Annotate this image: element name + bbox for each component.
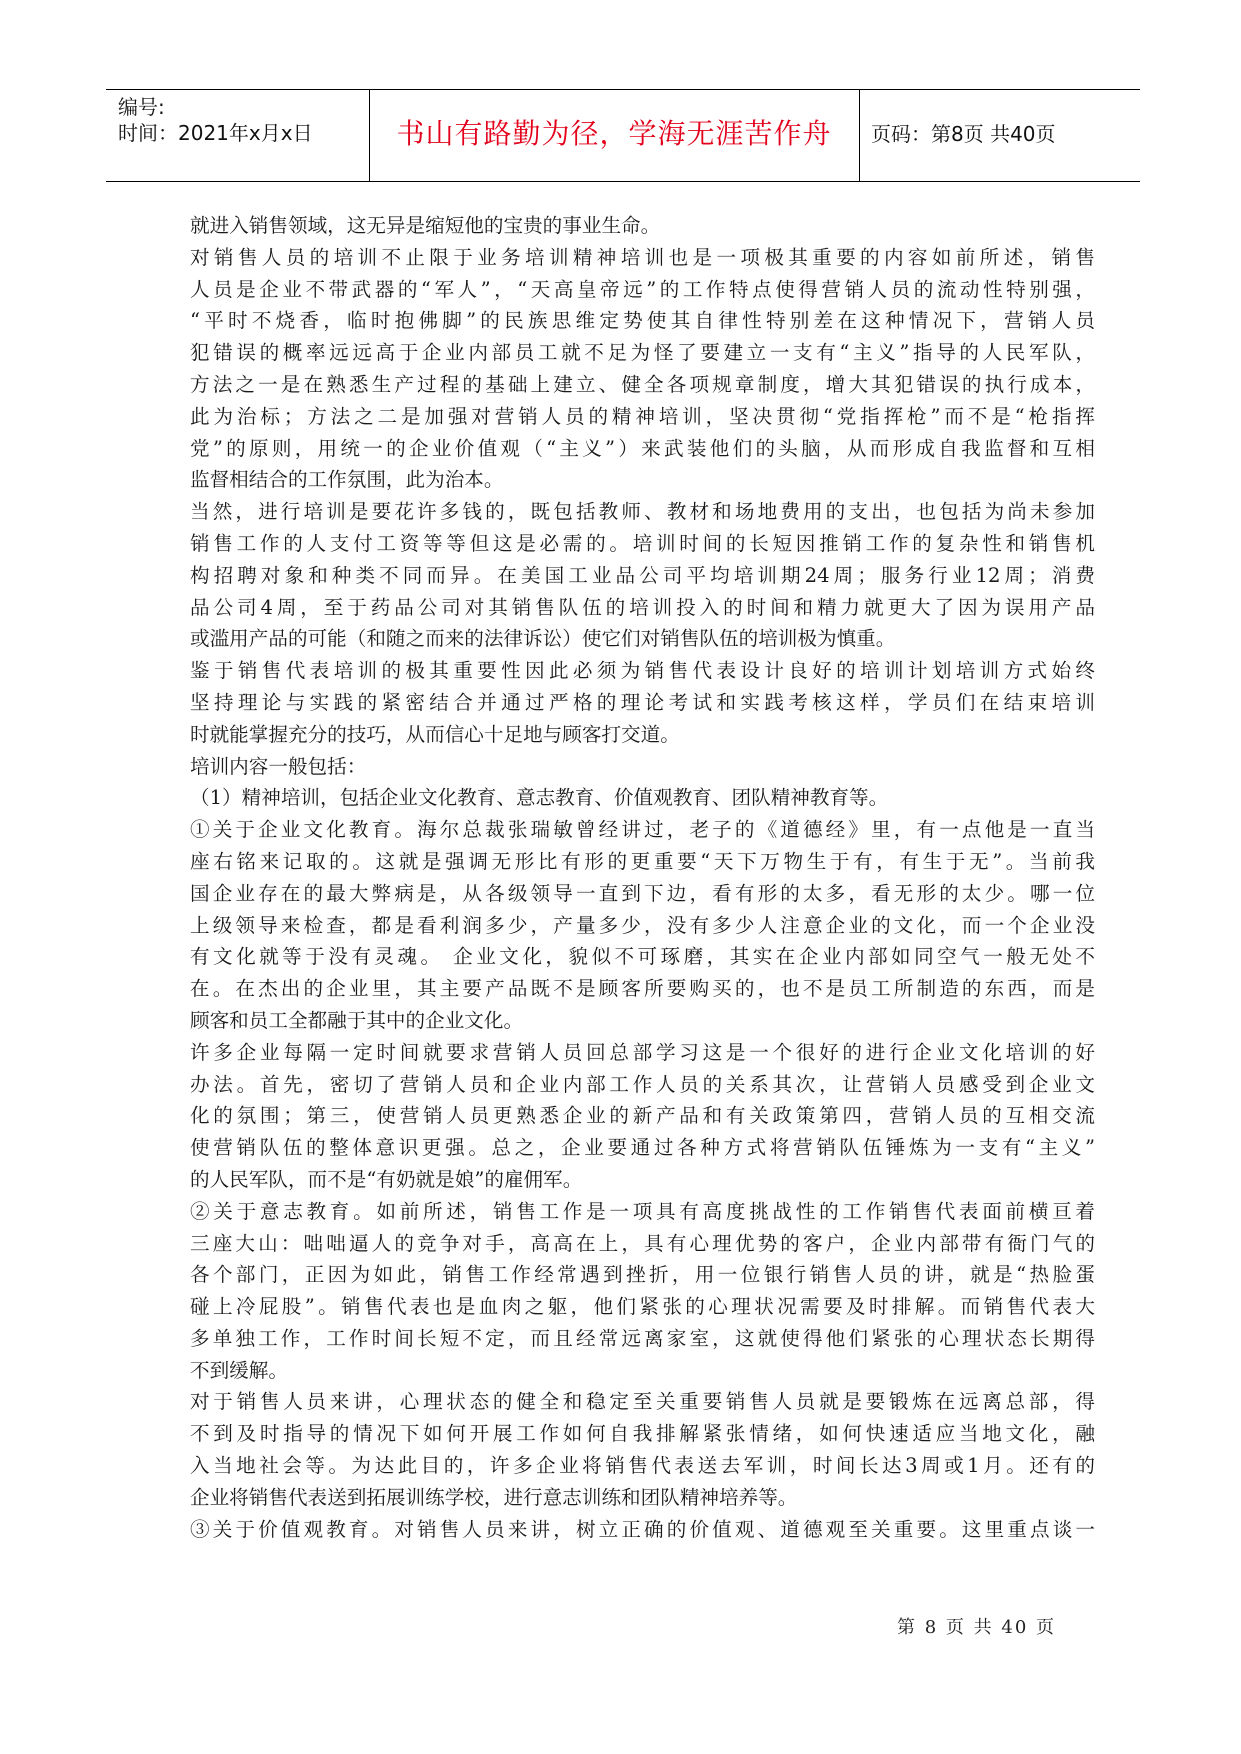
text-line: 在。在杰出的企业里，其主要产品既不是顾客所要购买的，也不是员工所制造的东西，而是 [190,977,1095,1001]
text-line: 国企业存在的最大弊病是，从各级领导一直到下边，看有形的太多，看无形的太少。哪一位 [190,881,1095,905]
text-line: 当然，进行培训是要花许多钱的，既包括教师、教材和场地费用的支出，也包括为尚未参加 [190,500,1095,524]
text-line: 此为治标；方法之二是加强对营销人员的精神培训，坚决贯彻“党指挥枪”而不是“枪指挥 [190,404,1095,428]
text-line: 多单独工作，工作时间长短不定，而且经常远离家室，这就使得他们紧张的心理状态长期得 [190,1326,1095,1350]
text-line: 就进入销售领域，这无异是缩短他的宝贵的事业生命。 [190,214,661,237]
text-line: 对销售人员的培训不止限于业务培训精神培训也是一项极其重要的内容如前所述，销售 [190,245,1095,269]
text-line: 入当地社会等。为达此目的，许多企业将销售代表送去军训，时间长达3周或1月。还有的 [190,1454,1095,1478]
text-line: 企业将销售代表送到拓展训练学校，进行意志训练和团队精神培养等。 [190,1485,798,1509]
text-line: 销售工作的人支付工资等等但这是必需的。培训时间的长短因推销工作的复杂性和销售机 [190,531,1095,555]
text-line: 时就能掌握充分的技巧，从而信心十足地与顾客打交道。 [190,722,680,746]
text-line: 构招聘对象和种类不同而异。在美国工业品公司平均培训期24周；服务行业12周；消费 [190,563,1095,587]
text-line: 或滥用产品的可能（和随之而来的法律诉讼）使它们对销售队伍的培训极为慎重。 [190,627,896,651]
text-line: 许多企业每隔一定时间就要求营销人员回总部学习这是一个很好的进行企业文化培训的好 [190,1040,1095,1064]
page-header [106,89,1140,182]
document-time-label: 时间：2021年x月x日 [118,121,313,145]
text-line: 不到缓解。 [190,1358,288,1382]
text-line: 犯错误的概率远远高于企业内部员工就不足为怪了要建立一支有“主义”指导的人民军队， [190,341,1095,365]
text-line: 三座大山：咄咄逼人的竞争对手，高高在上，具有心理优势的客户，企业内部带有衙门气的 [190,1231,1095,1255]
text-line: ①关于企业文化教育。海尔总裁张瑞敏曾经讲过，老子的《道德经》里，有一点他是一直当 [190,818,1095,842]
text-line: 党”的原则，用统一的企业价值观（“主义”）来武装他们的头脑，从而形成自我监督和互相 [190,436,1095,460]
header-page-code: 页码：第8页 共40页 [871,122,1056,146]
document-number-label: 编号: [118,95,165,119]
text-line: 碰上冷屁股”。销售代表也是血肉之躯，他们紧张的心理状况需要及时排解。而销售代表大 [190,1295,1095,1319]
text-line: 方法之一是在熟悉生产过程的基础上建立、健全各项规章制度，增大其犯错误的执行成本， [190,372,1095,396]
text-line: “平时不烧香，临时抱佛脚”的民族思维定势使其自律性特别差在这种情况下，营销人员 [190,309,1095,333]
text-line: 人员是企业不带武器的“军人”，“天高皇帝远”的工作特点使得营销人员的流动性特别强， [190,277,1095,301]
text-line: 座右铭来记取的。这就是强调无形比有形的更重要“天下万物生于有，有生于无”。当前我 [190,849,1095,873]
text-line: 不到及时指导的情况下如何开展工作如何自我排解紧张情绪，如何快速适应当地文化，融 [190,1422,1095,1446]
header-motto: 书山有路勤为径，学海无涯苦作舟 [396,117,832,150]
text-line: 品公司4周，至于药品公司对其销售队伍的培训投入的时间和精力就更大了因为误用产品 [190,595,1095,619]
text-line: 对于销售人员来讲，心理状态的健全和稳定至关重要销售人员就是要锻炼在远离总部，得 [190,1390,1095,1414]
text-line: 有文化就等于没有灵魂。 企业文化，貌似不可琢磨，其实在企业内部如同空气一般无处不 [190,945,1095,969]
text-line: 顾客和员工全都融于其中的企业文化。 [190,1008,524,1032]
text-line: 鉴于销售代表培训的极其重要性因此必须为销售代表设计良好的培训计划培训方式始终 [190,659,1095,683]
text-line: 各个部门，正因为如此，销售工作经常遇到挫折，用一位银行销售人员的讲，就是“热脸蛋 [190,1263,1095,1287]
text-line: 坚持理论与实践的紧密结合并通过严格的理论考试和实践考核这样，学员们在结束培训 [190,690,1095,714]
text-line: ③关于价值观教育。对销售人员来讲，树立正确的价值观、道德观至关重要。这里重点谈一 [190,1517,1095,1541]
header-info-cell [106,90,370,181]
text-line: 监督相结合的工作氛围，此为治本。 [190,468,504,492]
text-line: 使营销队伍的整体意识更强。总之，企业要通过各种方式将营销队伍锤炼为一支有“主义” [190,1136,1095,1160]
text-line: ②关于意志教育。如前所述，销售工作是一项具有高度挑战性的工作销售代表面前横亘着 [190,1199,1095,1223]
page-footer: 第 8 页 共 40 页 [897,1617,1056,1638]
text-line: 上级领导来检查，都是看利润多少，产量多少，没有多少人注意企业的文化，而一个企业没 [190,913,1095,937]
header-motto-cell [369,90,860,181]
text-line: 化的氛围；第三，使营销人员更熟悉企业的新产品和有关政策第四，营销人员的互相交流 [190,1104,1095,1128]
text-line: 培训内容一般包括： [190,754,367,778]
header-page-cell [859,90,1140,181]
text-line: 的人民军队，而不是“有奶就是娘”的雇佣军。 [190,1167,583,1191]
text-line: 办法。首先，密切了营销人员和企业内部工作人员的关系其次，让营销人员感受到企业文 [190,1072,1095,1096]
body-text [190,210,1095,1545]
text-line: （1）精神培训，包括企业文化教育、意志教育、价值观教育、团队精神教育等。 [190,786,889,810]
